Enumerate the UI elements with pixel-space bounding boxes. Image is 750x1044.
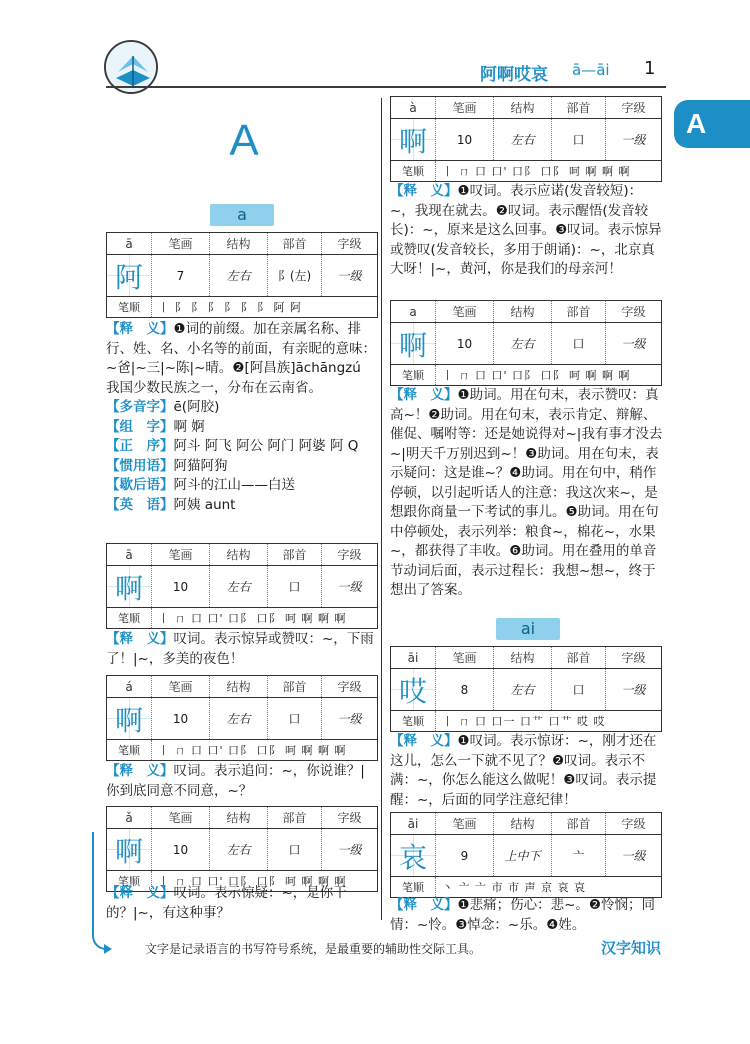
header-ziji: 字级	[337, 680, 362, 694]
entry-structure: 左右	[494, 669, 552, 710]
entry-structure: 左右	[210, 698, 268, 739]
definition-a2	[106, 630, 378, 669]
header-bihua: 笔画	[436, 813, 494, 834]
stroke-order: 丨 ㄇ 口 口' 口阝 口阝 呵 啊 啊 啊	[158, 612, 347, 625]
header-title: 阿啊哎哀	[480, 65, 548, 85]
duoyinzi-text: ē(阿胶)	[173, 399, 220, 415]
entry-pinyin: ā	[107, 544, 152, 565]
header-ziji: 字级	[337, 548, 362, 562]
entry-pinyin: āi	[391, 813, 436, 834]
yingyu-text: 阿姨 aunt	[173, 496, 236, 513]
entry-radical: 阝(左)	[268, 255, 322, 296]
header-bushou: 部首	[268, 233, 322, 254]
entry-pinyin: āi	[391, 647, 436, 668]
tag-duoyinzi: 【多音字】	[106, 399, 174, 415]
tag-shiyi: 【释 义】	[390, 897, 458, 913]
definition-text: ❶叹词。表示惊讶：~，刚才还在这儿，怎么一下就不见了？❷叹词。表示不满：~，你怎么能这么做呢！❸叹词。表示提醒：~，后面的同学注意纪律！	[390, 733, 657, 808]
entry-character: 啊	[107, 566, 152, 607]
tag-shiyi: 【释 义】	[106, 885, 174, 901]
header-rule	[106, 86, 666, 88]
arrow-right-icon	[104, 944, 112, 954]
definition-text: 叹词。表示惊异或赞叹：~，下雨了！|~，多美的夜色！	[106, 631, 374, 667]
header-bushou: 部首	[268, 676, 322, 697]
xiehouyu-text: 阿斗的江山——白送	[173, 477, 295, 493]
header-bushou: 部首	[268, 544, 322, 565]
tag-yingyu: 【英 语】	[106, 496, 174, 513]
section-letter: A	[229, 116, 259, 165]
header-ziji: 字级	[337, 811, 362, 825]
entry-radical: 口	[552, 119, 606, 160]
entry-character: 啊	[107, 829, 152, 870]
definition-ai1	[390, 732, 664, 810]
label-bishun: 笔顺	[391, 877, 436, 897]
entry-radical: 亠	[552, 835, 606, 876]
stroke-order: 丨 阝 阝 阝 阝 阝 阝 阿 阿	[158, 301, 302, 314]
stroke-order: 丨 ㄇ 口 口' 口阝 口阝 呵 啊 啊 啊	[158, 744, 347, 757]
tag-shiyi: 【释 义】	[390, 733, 458, 749]
header-bihua: 笔画	[152, 544, 210, 565]
char-entry-a4	[106, 806, 378, 892]
char-entry-a6	[390, 300, 662, 386]
entry-radical: 口	[552, 323, 606, 364]
entry-character: 哀	[391, 835, 436, 876]
zuzi-text: 啊 婀	[173, 418, 205, 435]
definition-a3	[106, 762, 378, 801]
header-bushou: 部首	[552, 301, 606, 322]
entry-strokes: 8	[436, 669, 494, 710]
header-ziji: 字级	[621, 817, 646, 831]
header-jiegou: 结构	[494, 813, 552, 834]
definition-a6	[390, 386, 664, 601]
definition-text: ❶悲痛；伤心：悲~。❷怜悯；同情：~怜。❸悼念：~乐。❹姓。	[390, 897, 656, 933]
definition-text: 叹词。表示追问：~，你说谁？|你到底同意不同意，~？	[106, 763, 365, 799]
tag-zhengxu: 【正 序】	[106, 438, 174, 454]
entry-strokes: 10	[436, 323, 494, 364]
tag-xiehouyu: 【歇后语】	[106, 477, 174, 493]
char-entry-ai1	[390, 646, 662, 732]
tag-shiyi: 【释 义】	[106, 763, 174, 779]
header-bihua: 笔画	[152, 233, 210, 254]
stroke-order: 丨 ㄇ 口 口一 口艹 口艹 哎 哎	[442, 715, 606, 728]
entry-level: 一级	[621, 683, 646, 697]
header-bihua: 笔画	[436, 647, 494, 668]
header-ziji: 字级	[621, 305, 646, 319]
section-label-a: a	[210, 204, 274, 226]
entry-level: 一级	[621, 337, 646, 351]
definition-a5	[390, 182, 664, 280]
entry-character: 啊	[107, 698, 152, 739]
entry-pinyin: a	[391, 301, 436, 322]
entry-level: 一级	[621, 133, 646, 147]
entry-strokes: 9	[436, 835, 494, 876]
entry-level: 一级	[337, 269, 362, 283]
tag-guanyongyu: 【惯用语】	[106, 457, 174, 474]
header-jiegou: 结构	[210, 807, 268, 828]
tag-shiyi: 【释 义】	[106, 631, 174, 647]
entry-character: 阿	[107, 255, 152, 296]
entry-strokes: 10	[152, 566, 210, 607]
char-entry-a1	[106, 232, 378, 318]
header-bushou: 部首	[268, 807, 322, 828]
tag-shiyi: 【释 义】	[390, 387, 458, 403]
entry-radical: 口	[268, 698, 322, 739]
entry-pinyin: ā	[107, 233, 152, 254]
label-bishun: 笔顺	[107, 608, 152, 628]
definition-a4	[106, 884, 378, 923]
label-bishun: 笔顺	[107, 871, 152, 891]
entry-pinyin: à	[391, 97, 436, 118]
zhengxu-text: 阿斗 阿飞 阿公 阿门 阿婆 阿 Q	[173, 438, 359, 454]
label-bishun: 笔顺	[107, 740, 152, 760]
header-jiegou: 结构	[210, 676, 268, 697]
entry-character: 啊	[391, 323, 436, 364]
entry-level: 一级	[337, 580, 362, 594]
entry-pinyin: ǎ	[107, 807, 152, 828]
definition-text: 叹词。表示惊疑：~，是你干的？|~，有这种事？	[106, 885, 347, 921]
entry-character: 啊	[391, 119, 436, 160]
entry-strokes: 10	[436, 119, 494, 160]
header-bihua: 笔画	[436, 97, 494, 118]
entry-pinyin: á	[107, 676, 152, 697]
stroke-order: 丨 ㄇ 口 口' 口阝 口阝 呵 啊 啊 啊	[442, 165, 631, 178]
entry-radical: 口	[552, 669, 606, 710]
entry-structure: 左右	[210, 255, 268, 296]
entry-radical: 口	[268, 566, 322, 607]
label-bishun: 笔顺	[391, 711, 436, 731]
guanyongyu-text: 阿猫阿狗	[173, 457, 228, 474]
column-divider	[381, 98, 382, 920]
header-bihua: 笔画	[152, 676, 210, 697]
section-label-ai: ai	[496, 618, 560, 640]
page-number: 1	[644, 58, 656, 79]
header-bushou: 部首	[552, 813, 606, 834]
label-bishun: 笔顺	[107, 297, 152, 317]
tag-shiyi: 【释 义】	[106, 321, 174, 337]
char-entry-a3	[106, 675, 378, 761]
entry-strokes: 10	[152, 698, 210, 739]
header-ziji: 字级	[621, 651, 646, 665]
header-jiegou: 结构	[494, 301, 552, 322]
header-jiegou: 结构	[494, 647, 552, 668]
header-pinyin: ā—āi	[572, 61, 610, 79]
entry-structure: 左右	[494, 119, 552, 160]
stroke-order: 丨 ㄇ 口 口' 口阝 口阝 呵 啊 啊 啊	[442, 369, 631, 382]
entry-strokes: 10	[152, 829, 210, 870]
header-ziji: 字级	[621, 101, 646, 115]
letter-side-tab[interactable]: A	[674, 100, 750, 148]
footer-arrow-line	[92, 832, 108, 950]
definition-ai2	[390, 896, 664, 935]
entry-character: 哎	[391, 669, 436, 710]
entry-structure: 上中下	[494, 835, 552, 876]
stroke-order: 丶 亠 亠 市 市 声 京 哀 哀	[442, 881, 586, 894]
entry-level: 一级	[337, 843, 362, 857]
definition-a1	[106, 320, 378, 515]
footer-section-label: 汉字知识	[601, 939, 662, 957]
header-bihua: 笔画	[152, 807, 210, 828]
entry-level: 一级	[337, 712, 362, 726]
definition-text: ❶词的前缀。加在亲属名称、排行、姓、名、小名等的前面，有亲昵的意味：~爸|~三|~陈|~晴。❷[阿昌族]āchāngzú 我国少数民族之一，分布在云南省。	[106, 321, 376, 396]
header-jiegou: 结构	[494, 97, 552, 118]
char-entry-a5	[390, 96, 662, 182]
label-bishun: 笔顺	[391, 365, 436, 385]
header-jiegou: 结构	[210, 233, 268, 254]
footer-note: 文字是记录语言的书写符号系统，是最重要的辅助性交际工具。	[145, 942, 482, 956]
tag-zuzi: 【组 字】	[106, 418, 174, 435]
stroke-order: 丨 ㄇ 口 口' 口阝 口阝 呵 啊 啊 啊	[158, 875, 347, 888]
tag-shiyi: 【释 义】	[390, 183, 458, 199]
entry-structure: 左右	[494, 323, 552, 364]
entry-radical: 口	[268, 829, 322, 870]
entry-level: 一级	[621, 849, 646, 863]
header-bushou: 部首	[552, 97, 606, 118]
entry-structure: 左右	[210, 566, 268, 607]
definition-text: ❶助词。用在句末，表示赞叹：真高~！❷助词。用在句末，表示肯定、辩解、催促、嘱咐等：还是她说得对~|我有事才没去~|明天千万别迟到~！❸助词。用在句末，表示疑问：这是谁~？❹助词。用在句中，稍作停顿，以引起听话人的注意：我这次来~，是想跟你商量一下考试的事儿。❺助词。用在句中停顿处，表示列举：粮食~，棉花~，水果~，都获得了丰收。❻助词。用在叠用的单音节动词后面，表示过程长：我想~想~，终于想出了答案。	[390, 387, 663, 598]
label-bishun: 笔顺	[391, 161, 436, 181]
definition-text: ❶叹词。表示应诺(发音较短)：~，我现在就去。❷叹词。表示醒悟(发音较长)：~，原来是这么回事。❸叹词。表示惊异或赞叹(发音较长，多用于朗诵)：~，北京真大呀！|~，黄河，你是我们的母亲河！	[390, 183, 662, 277]
header-bushou: 部首	[552, 647, 606, 668]
char-entry-ai2	[390, 812, 662, 898]
char-entry-a2	[106, 543, 378, 629]
entry-strokes: 7	[152, 255, 210, 296]
header-ziji: 字级	[337, 237, 362, 251]
entry-structure: 左右	[210, 829, 268, 870]
header-jiegou: 结构	[210, 544, 268, 565]
header-bihua: 笔画	[436, 301, 494, 322]
